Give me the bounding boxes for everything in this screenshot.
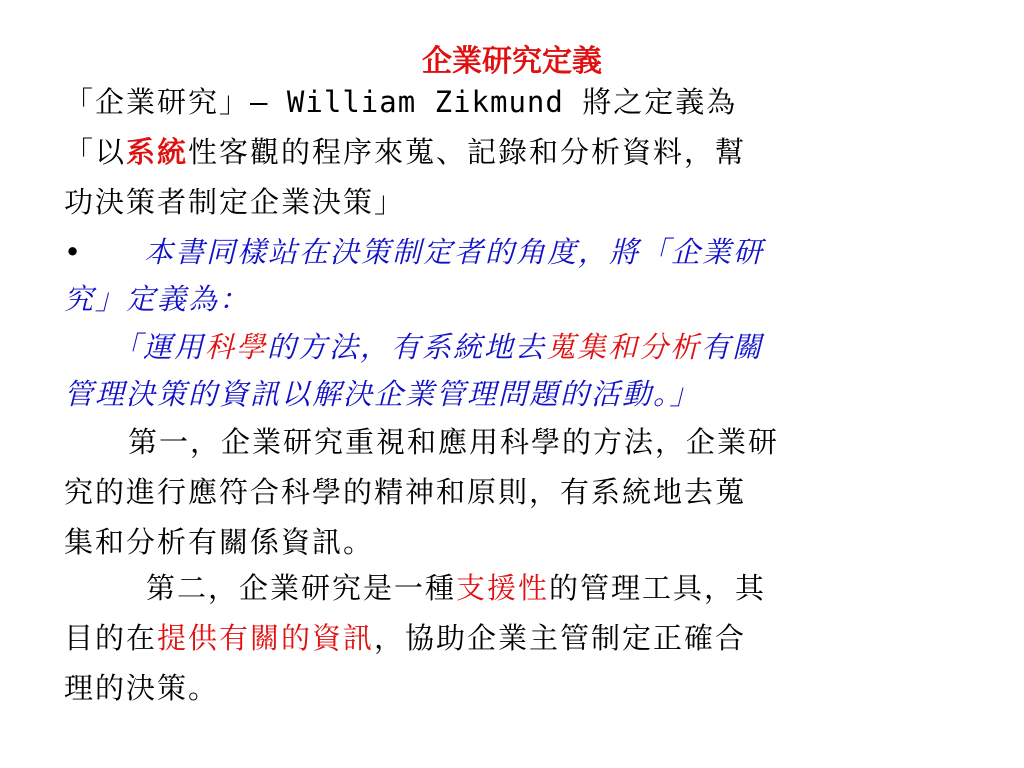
definition-text: 性客觀的程序來蒐、記錄和分析資料，幫 <box>188 135 747 169</box>
para1-text: 第一，企業研究重視和應用科學的方法，企業研 <box>128 425 780 459</box>
para2-line-3 <box>64 668 219 708</box>
para2-line-2 <box>64 618 746 658</box>
definition-line-1 <box>64 82 737 122</box>
para2-text: ，協助企業主管制定正確合 <box>374 621 747 655</box>
bullet-marker: • <box>64 235 84 269</box>
quote-line-2 <box>64 374 701 414</box>
para2-text: 目的在 <box>64 621 158 655</box>
definition-text: 「以 <box>64 135 127 169</box>
para2-text: 第二，企業研究是一種 <box>146 571 457 605</box>
quote-text: 「運用 <box>112 330 206 364</box>
highlight-support: 支援性 <box>456 571 550 605</box>
para1-text: 究的進行應符合科學的精神和原則，有系統地去蒐 <box>64 475 747 509</box>
highlight-system: 系統 <box>126 135 189 169</box>
para1-line-1 <box>128 422 779 462</box>
definition-intro: 將之定義為 <box>582 85 738 119</box>
definition-text: 功決策者制定企業決策」 <box>64 185 406 219</box>
para1-line-2 <box>64 472 746 512</box>
quote-text: 管理決策的資訊以解決企業管理問題的活動。」 <box>64 377 701 411</box>
quote-text: 有關 <box>701 330 764 364</box>
definition-term: 「企業研究」 <box>64 85 251 119</box>
definition-line-2 <box>64 132 746 172</box>
quote-text: 的方法，有系統地去 <box>267 330 547 364</box>
para2-text: 理的決策。 <box>64 671 220 705</box>
author-name: – William Zikmund <box>250 85 583 119</box>
bullet-line-1 <box>64 232 764 272</box>
bullet-text: 究」定義為： <box>64 282 251 316</box>
quote-line-1 <box>112 327 763 367</box>
highlight-provide-info: 提供有關的資訊 <box>157 621 375 655</box>
highlight-science: 科學 <box>205 330 268 364</box>
bullet-line-2 <box>64 279 250 319</box>
bullet-text: 本書同樣站在決策制定者的角度，將「企業研 <box>144 235 765 269</box>
highlight-collect-analyze: 蒐集和分析 <box>546 330 702 364</box>
para1-text: 集和分析有關係資訊。 <box>64 525 375 559</box>
para2-line-1 <box>146 568 766 608</box>
para1-line-3 <box>64 522 374 562</box>
para2-text: 的管理工具，其 <box>549 571 767 605</box>
definition-line-3 <box>64 182 405 222</box>
slide-title: 企業研究定義 <box>422 44 602 79</box>
